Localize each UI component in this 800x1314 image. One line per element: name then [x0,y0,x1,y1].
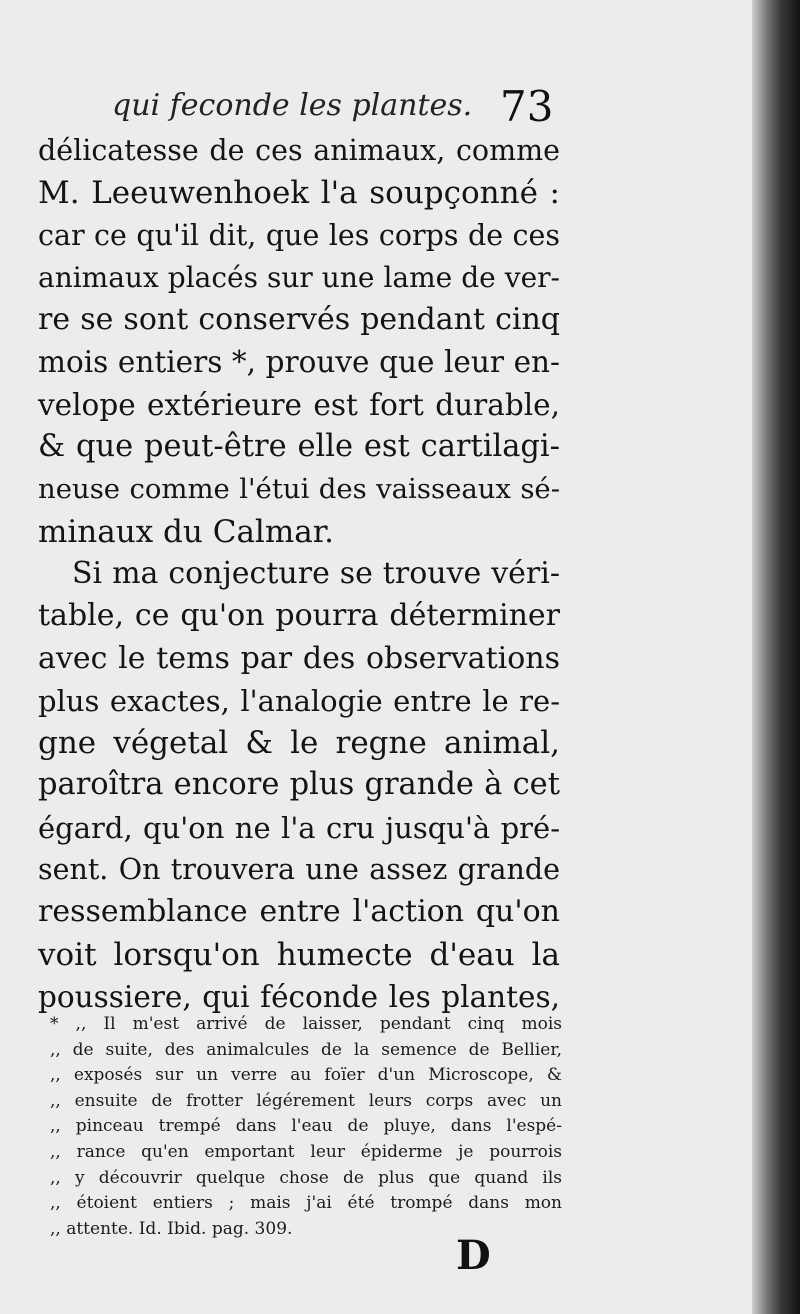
signature-mark: D [456,1232,491,1279]
text-line: délicatesse de ces animaux, comme [38,134,560,167]
body-text [38,130,560,1018]
text-line: sent. On trouvera une assez grande [38,853,560,887]
text-line: gne végetal & le regne animal, [38,725,560,762]
text-line: car ce qu'il dit, que les corps de ces [38,218,560,252]
text-line: Si ma conjecture se trouve véri- [72,555,560,591]
text-line: animaux placés sur une lame de ver- [38,260,560,294]
text-line: re se sont conservés pendant cinq [38,302,560,338]
footnote-line: * ,, Il m'est arrivé de laisser, pendant cinq mois [50,1014,562,1034]
text-line: table, ce qu'on pourra déterminer [38,598,560,634]
text-line: ressemblance entre l'action qu'on [38,894,560,930]
text-line: plus exactes, l'analogie entre le re- [38,683,560,718]
footnote-line: ,, étoient entiers ; mais j'ai été trompé dans mon [50,1193,562,1214]
footnote-line: ,, pinceau trempé dans l'eau de pluye, dans l'espé- [50,1116,562,1137]
text-line: avec le tems par des observations [38,640,560,676]
footnote-line: ,, de suite, des animalcules de la semence de Bellier, [50,1039,562,1060]
text-line: minaux du Calmar. [38,513,334,550]
text-line: voit lorsqu'on humecte d'eau la [38,936,560,973]
footnote-line: ,, attente. Id. Ibid. pag. 309. [50,1218,293,1239]
book-page-edge [752,0,800,1314]
footnote-line: ,, exposés sur un verre au foïer d'un Microscope, & [50,1065,562,1086]
footnote-line: ,, y découvrir quelque chose de plus que quand ils [50,1167,562,1188]
text-line: velope extérieure est fort durable, [38,387,560,422]
footnote-line: ,, ensuite de frotter légérement leurs corps avec un [50,1090,562,1111]
text-line: poussiere, qui féconde les plantes, [38,979,560,1014]
text-line: M. Leeuwenhoek l'a soupçonné : [38,175,560,212]
footnote-line: ,, rance qu'en emportant leur épiderme je pourrois [50,1141,562,1162]
text-line: & que peut-être elle est cartilagi- [38,429,560,465]
text-line: neuse comme l'étui des vaisseaux sé- [38,473,560,506]
text-line: paroîtra encore plus grande à cet [38,767,560,803]
page-number: 73 [500,82,554,131]
text-line: égard, qu'on ne l'a cru jusqu'à pré- [38,810,560,845]
running-header: qui feconde les plantes. [112,88,473,123]
text-line: mois entiers *, prouve que leur en- [38,345,560,380]
footnote [50,1012,562,1242]
